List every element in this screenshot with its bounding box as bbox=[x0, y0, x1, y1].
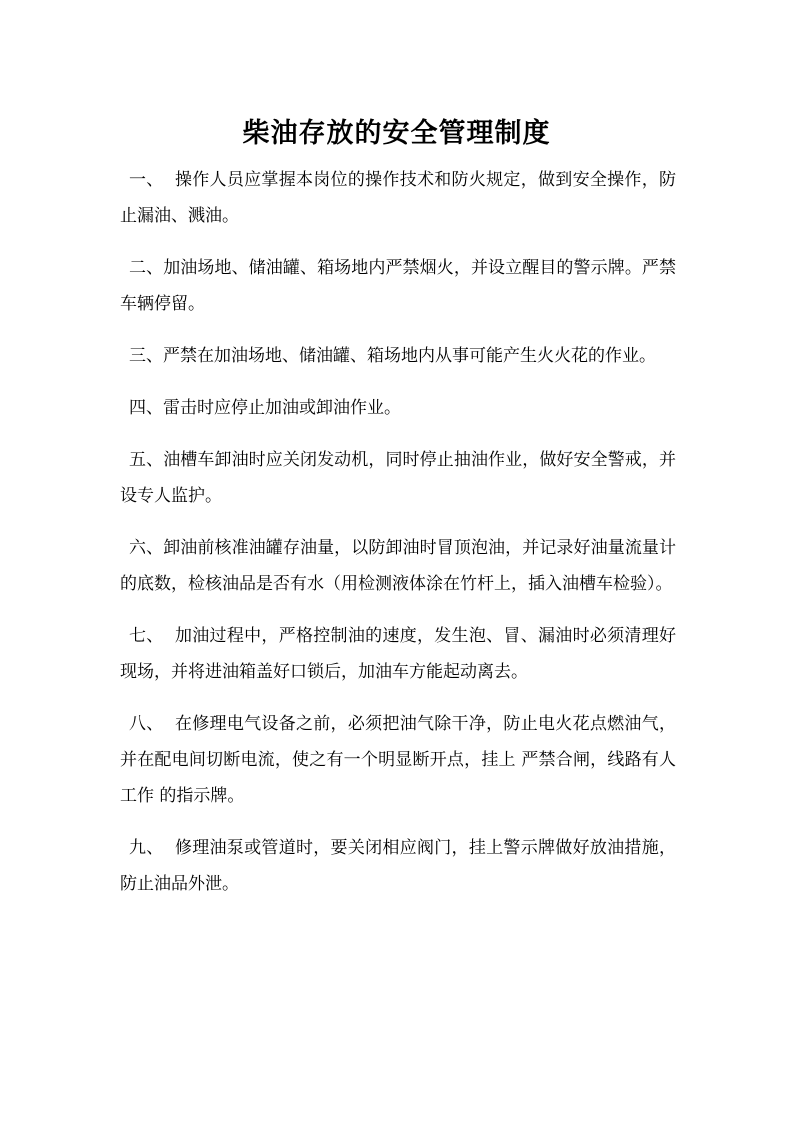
rule-item bbox=[120, 338, 676, 374]
rule-number: 四、 bbox=[129, 398, 163, 418]
rule-number: 六、 bbox=[129, 538, 164, 558]
rule-item bbox=[120, 442, 676, 514]
rule-number: 九、 bbox=[129, 838, 175, 858]
rule-item bbox=[120, 390, 676, 426]
rule-text: 加油场地、储油罐、箱场地内严禁烟火，并设立醒目的警示牌。严禁车辆停留。 bbox=[120, 258, 677, 314]
rule-item bbox=[120, 250, 676, 322]
rule-text: 雷击时应停止加油或卸油作业。 bbox=[163, 398, 401, 418]
document-title: 柴油存放的安全管理制度 bbox=[242, 118, 551, 150]
rule-item bbox=[120, 706, 676, 814]
rule-item bbox=[120, 530, 676, 602]
rule-text: 在修理电气设备之前，必须把油气除干净，防止电火花点燃油气，并在配电间切断电流，使之有一个明显断开点，挂上 严禁合闸，线路有人工作 的指示牌。 bbox=[120, 714, 677, 806]
rule-text: 修理油泵或管道时，要关闭相应阀门，挂上警示牌做好放油措施，防止油品外泄。 bbox=[120, 838, 677, 894]
rule-number: 五、 bbox=[129, 450, 164, 470]
rules-list bbox=[120, 162, 676, 918]
rule-text: 严禁在加油场地、储油罐、箱场地内从事可能产生火火花的作业。 bbox=[163, 346, 656, 366]
rule-text: 油槽车卸油时应关闭发动机，同时停止抽油作业，做好安全警戒，并设专人监护。 bbox=[120, 450, 677, 506]
rule-text: 操作人员应掌握本岗位的操作技术和防火规定，做到安全操作，防止漏油、溅油。 bbox=[120, 170, 677, 226]
rule-item bbox=[120, 618, 676, 690]
rule-item bbox=[120, 830, 676, 902]
rule-number: 二、 bbox=[129, 258, 164, 278]
rule-number: 八、 bbox=[129, 714, 175, 734]
rule-number: 三、 bbox=[129, 346, 163, 366]
rule-text: 加油过程中，严格控制油的速度，发生泡、冒、漏油时必须清理好现场，并将进油箱盖好口锁后，加油车方能起动离去。 bbox=[120, 626, 677, 682]
rule-number: 一、 bbox=[129, 170, 175, 190]
rule-number: 七、 bbox=[129, 626, 175, 646]
rule-text: 卸油前核准油罐存油量，以防卸油时冒顶泡油，并记录好油量流量计的底数，检核油品是否有水（用检测液体涂在竹杆上，插入油槽车检验）。 bbox=[120, 538, 677, 594]
rule-item bbox=[120, 162, 676, 234]
